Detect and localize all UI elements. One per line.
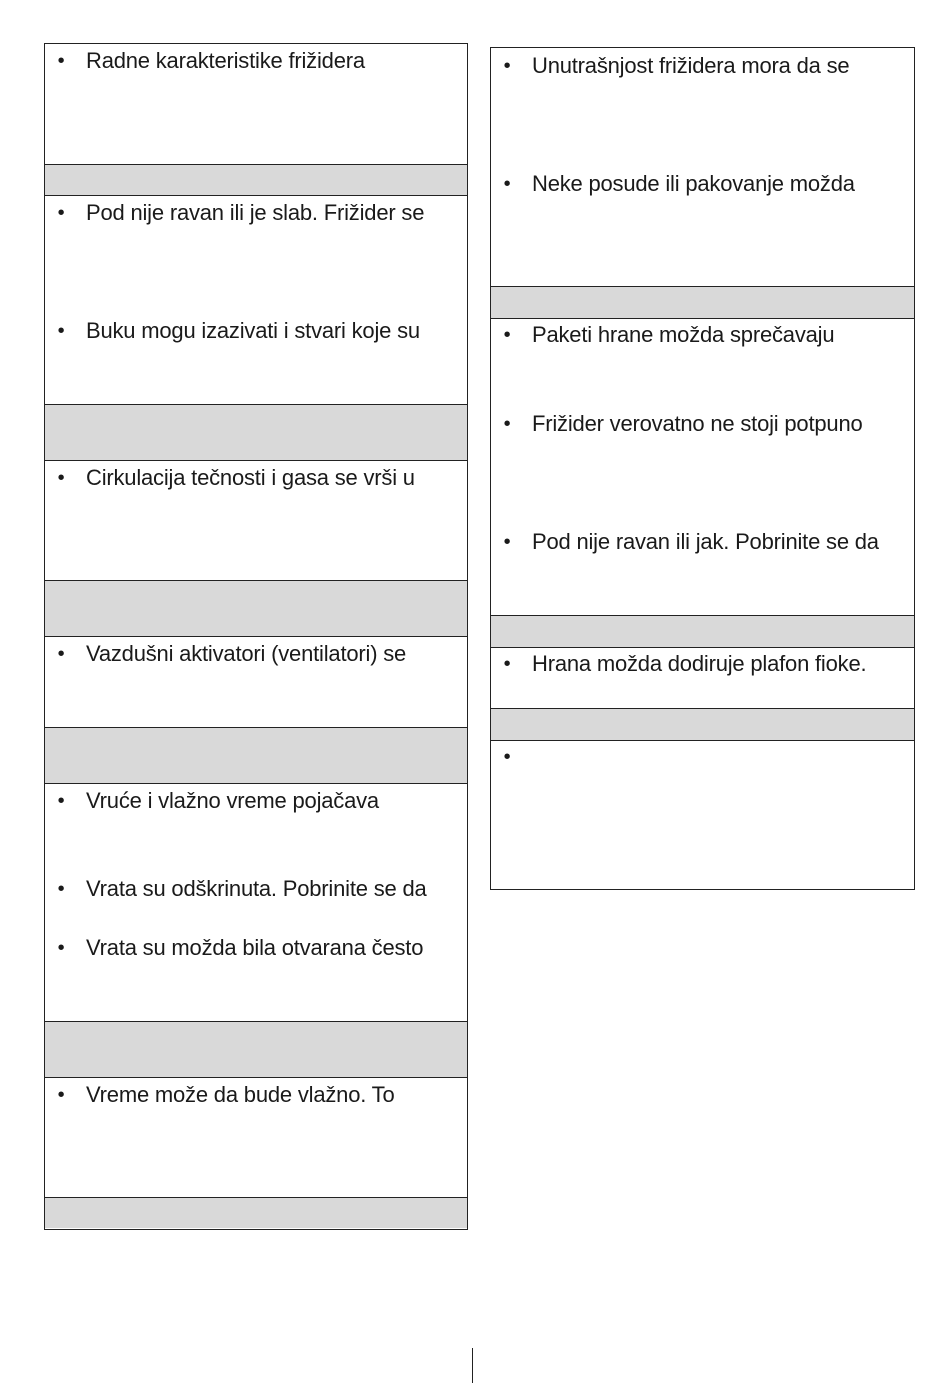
bullet-icon: •	[57, 202, 65, 224]
bullet-icon: •	[57, 790, 65, 812]
bullet-icon: •	[503, 173, 511, 195]
bullet-icon: •	[57, 878, 65, 900]
section-header-band	[491, 615, 914, 648]
section-header-band	[491, 708, 914, 741]
bullet-icon: •	[57, 1084, 65, 1106]
bullet-icon: •	[503, 653, 511, 675]
bullet-icon: •	[503, 531, 511, 553]
bullet-icon: •	[57, 937, 65, 959]
troubleshooting-table-left: • Radne karakteristike frižidera • Pod nije ravan ili je slab. Frižider se • Buku mogu izazivati i stvari koje su • Cirkulacija tečnosti i gasa se vrši u • Vazdušni aktivatori (ventilatori) se • Vruće i vlažno vreme pojačava • Vrata su odškrinuta. Pobrinite se da • Vrata su možda bila otvarana često • Vreme može da bude vlažno. To	[44, 43, 468, 1230]
bullet-icon: •	[503, 413, 511, 435]
bullet-icon: •	[57, 467, 65, 489]
section-header-band	[45, 1021, 467, 1078]
bullet-icon: •	[503, 324, 511, 346]
bullet-icon: •	[57, 320, 65, 342]
section-header-band	[45, 580, 467, 637]
page-divider-line	[472, 1348, 473, 1383]
section-header-band	[45, 404, 467, 461]
section-header-band	[45, 164, 467, 196]
bullet-icon: •	[503, 746, 511, 768]
troubleshooting-table-right: • Unutrašnjost frižidera mora da se • Neke posude ili pakovanje možda • Paketi hrane možda sprečavaju • Frižider verovatno ne stoji potpuno • Pod nije ravan ili jak. Pobrinite se da • Hrana možda dodiruje plafon fioke. •	[490, 47, 915, 890]
section-header-band	[491, 286, 914, 319]
bullet-icon: •	[57, 50, 65, 72]
section-header-band	[45, 1197, 467, 1228]
section-header-band	[45, 727, 467, 784]
bullet-icon: •	[57, 643, 65, 665]
bullet-icon: •	[503, 55, 511, 77]
